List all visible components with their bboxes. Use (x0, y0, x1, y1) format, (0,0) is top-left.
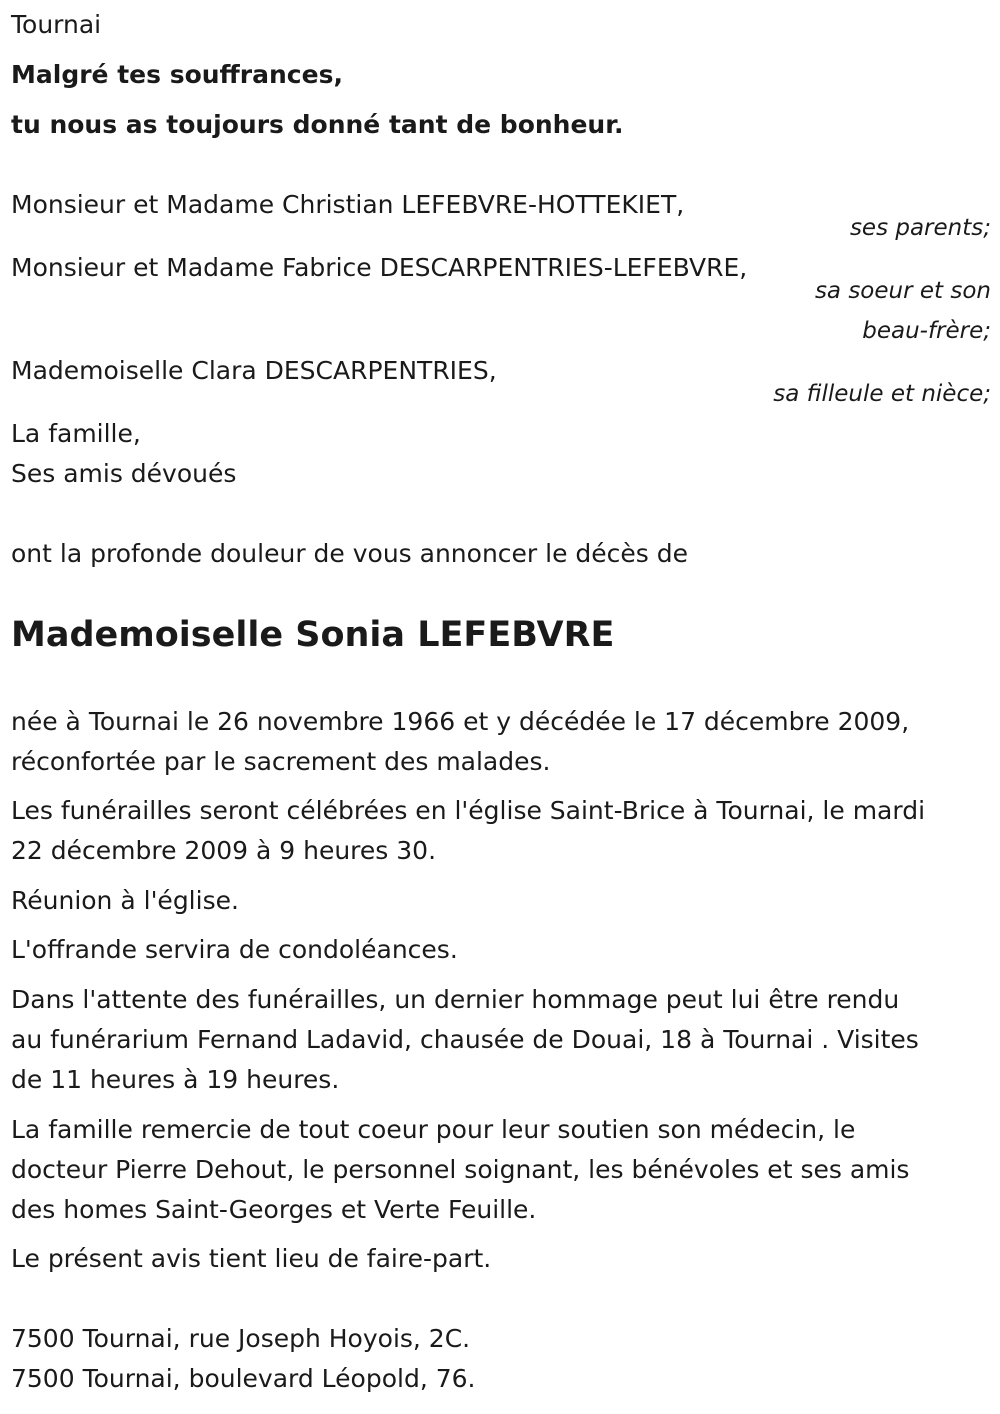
family-member-relation: ses parents; (849, 215, 991, 241)
paragraph-line: née à Tournai le 26 novembre 1966 et y décédée le 17 décembre 2009, (11, 707, 910, 736)
family-member-relation: sa filleule et nièce; (773, 381, 991, 407)
paragraph-line: La famille remercie de tout coeur pour leur soutien son médecin, le (11, 1115, 856, 1144)
paragraph-line: Dans l'attente des funérailles, un dernier hommage peut lui être rendu (11, 985, 900, 1014)
epigraph-line-2: tu nous as toujours donné tant de bonheur. (11, 110, 624, 139)
family-member-name: Monsieur et Madame Christian LEFEBVRE-HOTTEKIET, (11, 190, 685, 219)
paragraph-line: Réunion à l'église. (11, 886, 239, 915)
paragraph-line: des homes Saint-Georges et Verte Feuille. (11, 1195, 537, 1224)
paragraph-line: 22 décembre 2009 à 9 heures 30. (11, 836, 437, 865)
paragraph-line: de 11 heures à 19 heures. (11, 1065, 340, 1094)
family-member-name: Mademoiselle Clara DESCARPENTRIES, (11, 356, 497, 385)
paragraph-line: au funérarium Fernand Ladavid, chausée de Douai, 18 à Tournai . Visites (11, 1025, 919, 1054)
address-line: 7500 Tournai, rue Joseph Hoyois, 2C. (11, 1324, 471, 1353)
epigraph-line-1: Malgré tes souffrances, (11, 60, 343, 89)
city-heading: Tournai (11, 10, 102, 39)
paragraph-line: réconfortée par le sacrement des malades. (11, 747, 551, 776)
family-member-name: Monsieur et Madame Fabrice DESCARPENTRIES-LEFEBVRE, (11, 253, 748, 282)
address-line: 7500 Tournai, boulevard Léopold, 76. (11, 1364, 476, 1393)
deceased-name: Mademoiselle Sonia LEFEBVRE (11, 615, 615, 655)
paragraph-line: docteur Pierre Dehout, le personnel soignant, les bénévoles et ses amis (11, 1155, 910, 1184)
paragraph-line: L'offrande servira de condoléances. (11, 935, 458, 964)
family-member-relation: sa soeur et son (814, 278, 991, 304)
friends-line: Ses amis dévoués (11, 459, 237, 488)
family-member-relation: beau-frère; (862, 318, 991, 344)
announcement-text: ont la profonde douleur de vous annoncer le décès de (11, 539, 689, 568)
paragraph-line: Le présent avis tient lieu de faire-part. (11, 1244, 492, 1273)
paragraph-line: Les funérailles seront célébrées en l'église Saint-Brice à Tournai, le mardi (11, 796, 926, 825)
family-line: La famille, (11, 419, 141, 448)
